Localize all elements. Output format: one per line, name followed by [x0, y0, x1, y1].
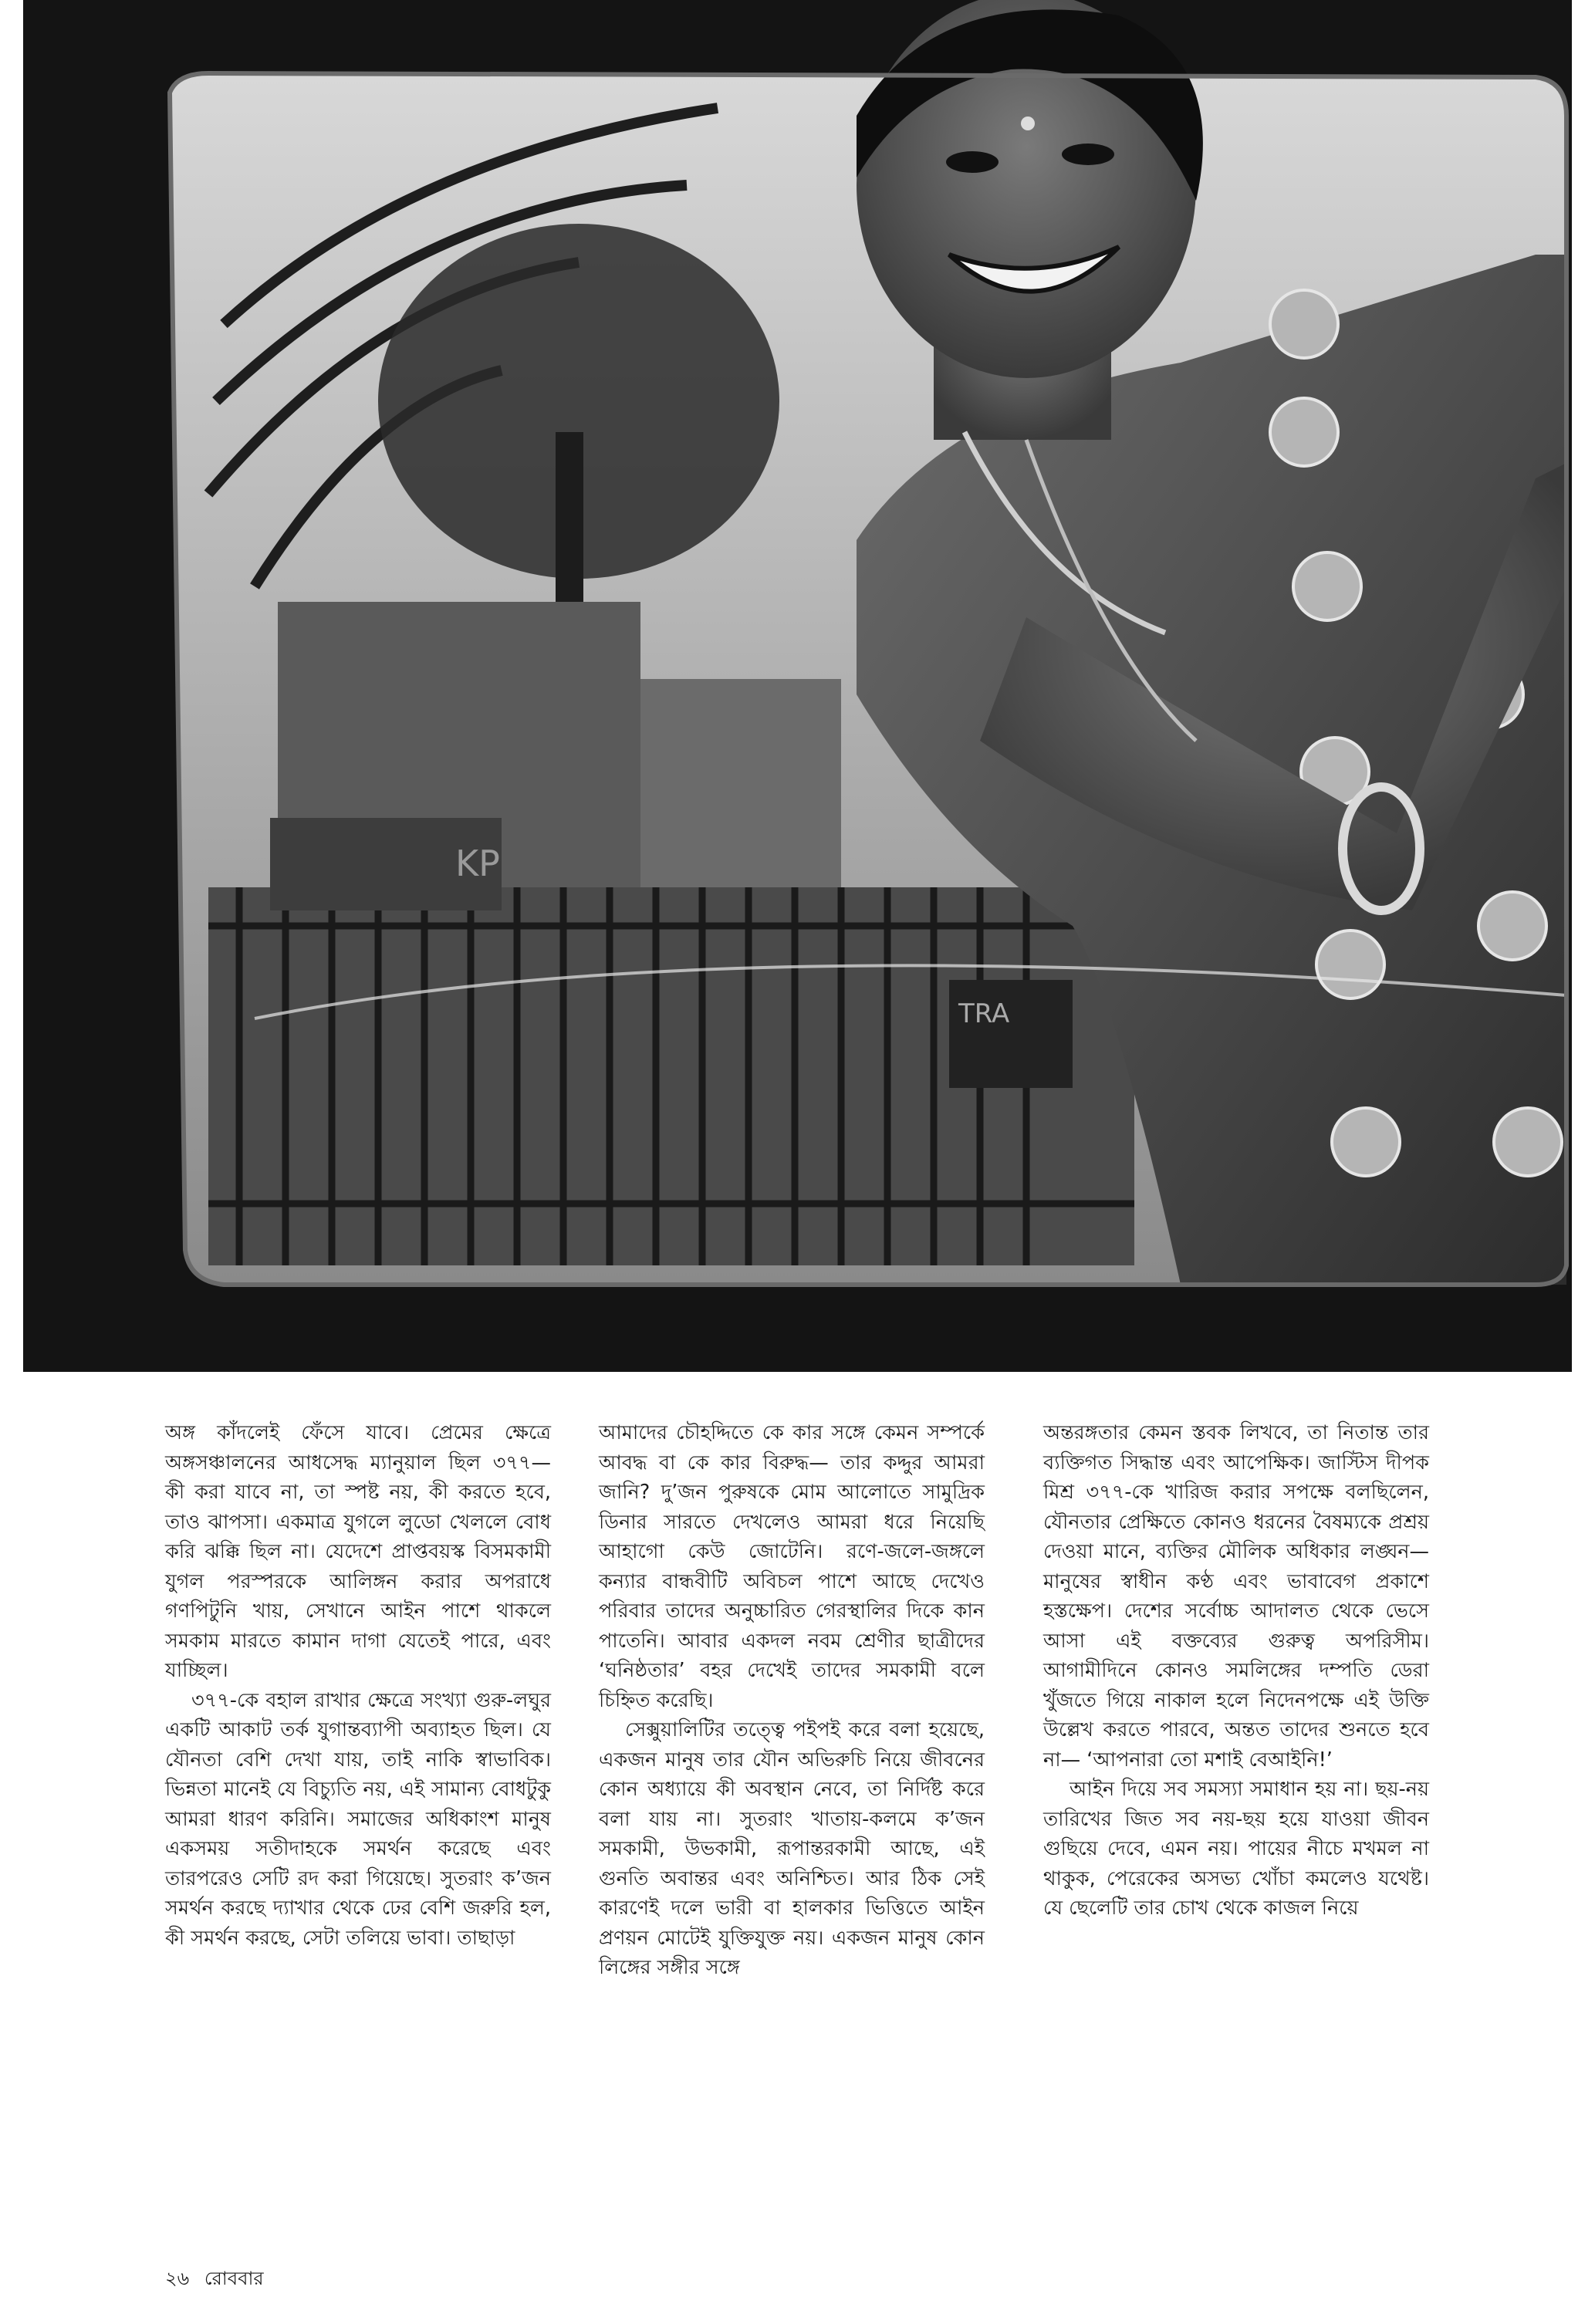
paragraph: অঙ্গ কাঁদলেই ফেঁসে যাবে। প্রেমের ক্ষেত্রে অঙ্গসঞ্চালনের আধসেদ্ধ ম্যানুয়াল ছিল ৩৭৭— কী করা যাবে না, তা স্পষ্ট নয়, কী করতে হবে, তাও ঝাপসা। একমাত্র যুগলে লুডো খেললে বোধ করি ঝক্কি ছিল না। যেদেশে প্রাপ্তবয়স্ক বিসমকামী যুগল পরস্পরকে আলিঙ্গন করার অপরাধে গণপিটুনি খায়, সেখানে আইন পাশে থাকলে সমকাম মারতে কামান দাগা যেতেই পারে, এবং যাচ্ছিল।: [165, 1421, 551, 1682]
magazine-name: রোববার: [204, 2268, 264, 2289]
page-number: ২৬: [165, 2268, 190, 2289]
article-column-1: [165, 1418, 551, 1953]
sign-fragment-kp: KP: [455, 843, 500, 884]
photo-icon: [23, 0, 1572, 1372]
paragraph: আইন দিয়ে সব সমস্যা সমাধান হয় না। ছয়-নয় তারিখের জিত সব নয়-ছয় হয়ে যাওয়া জীবন গুছিয়ে দেবে, এমন নয়। পায়ের নীচে মখমল না থাকুক, পেরেকের অসভ্য খোঁচা কমলেও যথেষ্ট। যে ছেলেটি তার চোখ থেকে কাজল নিয়ে: [1043, 1778, 1429, 1920]
article-column-2: [599, 1418, 985, 1983]
paragraph: ৩৭৭-কে বহাল রাখার ক্ষেত্রে সংখ্যা গুরু-লঘুর একটি আকাট তর্ক যুগান্তব্যাপী অব্যাহত ছিল। যে যৌনতা বেশি দেখা যায়, তাই নাকি স্বাভাবিক। ভিন্নতা মানেই যে বিচ্যুতি নয়, এই সামান্য বোধটুকু আমরা ধারণ করিনি। সমাজের অধিকাংশ মানুষ একসময় সতীদাহকে সমর্থন করেছে এবং তারপরেও সেটি রদ করা গিয়েছে। সুতরাং ক’জন সমর্থন করছে দ্যাখার থেকে ঢের বেশি জরুরি হল, কী সমর্থন করছে, সেটা তলিয়ে ভাবা। তাছাড়া: [165, 1688, 551, 1950]
sign-fragment-tra: TRA: [958, 998, 1010, 1029]
paragraph: সেক্সুয়ালিটির তত্ত্বে পইপই করে বলা হয়েছে, একজন মানুষ তার যৌন অভিরুচি নিয়ে জীবনের কোন অধ্যায়ে কী অবস্থান নেবে, তা নির্দিষ্ট করে বলা যায় না। সুতরাং খাতায়-কলমে ক’জন সমকামী, উভকামী, রূপান্তরকামী আছে, এই গুনতি অবান্তর এবং অনিশ্চিত। আর ঠিক সেই কারণেই দলে ভারী বা হালকার ভিত্তিতে আইন প্রণয়ন মোটেই যুক্তিযুক্ত নয়। একজন মানুষ কোন লিঙ্গের সঙ্গীর সঙ্গে: [599, 1718, 985, 1979]
page-footer: [165, 2265, 273, 2295]
paragraph: আমাদের চৌহদ্দিতে কে কার সঙ্গে কেমন সম্পর্কে আবদ্ধ বা কে কার বিরুদ্ধ— তার কদ্দুর আমরা জানি? দু’জন পুরুষকে মোম আলোতে সামুদ্রিক ডিনার সারতে দেখলেও আমরা ধরে নিয়েছি আহাগো কেউ জোটেনি। রণে-জলে-জঙ্গলে কন্যার বান্ধবীটি অবিচল পাশে আছে দেখেও পরিবার তাদের অনুচ্চারিত গেরস্থালির দিকে কান পাতেনি। আবার একদল নবম শ্রেণীর ছাত্রীদের ‘ঘনিষ্ঠতার’ বহর দেখেই তাদের সমকামী বলে চিহ্নিত করেছি।: [599, 1421, 985, 1712]
paragraph: অন্তরঙ্গতার কেমন স্তবক লিখবে, তা নিতান্ত তার ব্যক্তিগত সিদ্ধান্ত এবং আপেক্ষিক। জাস্টিস দীপক মিশ্র ৩৭৭-কে খারিজ করার সপক্ষে বলছিলেন, যৌনতার প্রেক্ষিতে কোনও ধরনের বৈষম্যকে প্রশ্রয় দেওয়া মানে, ব্যক্তির মৌলিক অধিকার লঙ্ঘন— মানুষের স্বাধীন কণ্ঠ এবং ভাবাবেগ প্রকাশে হস্তক্ষেপ। দেশের সর্বোচ্চ আদালত থেকে ভেসে আসা এই বক্তব্যের গুরুত্ব অপরিসীম। আগামীদিনে কোনও সমলিঙ্গের দম্পতি ডেরা খুঁজতে গিয়ে নাকাল হলে নিদেনপক্ষে এই উক্তি উল্লেখ করতে পারবে, অন্তত তাদের শুনতে হবে না— ‘আপনারা তো মশাই বেআইনি!’: [1043, 1421, 1429, 1772]
article-column-3: [1043, 1418, 1429, 1924]
article-photo: [23, 0, 1572, 1372]
